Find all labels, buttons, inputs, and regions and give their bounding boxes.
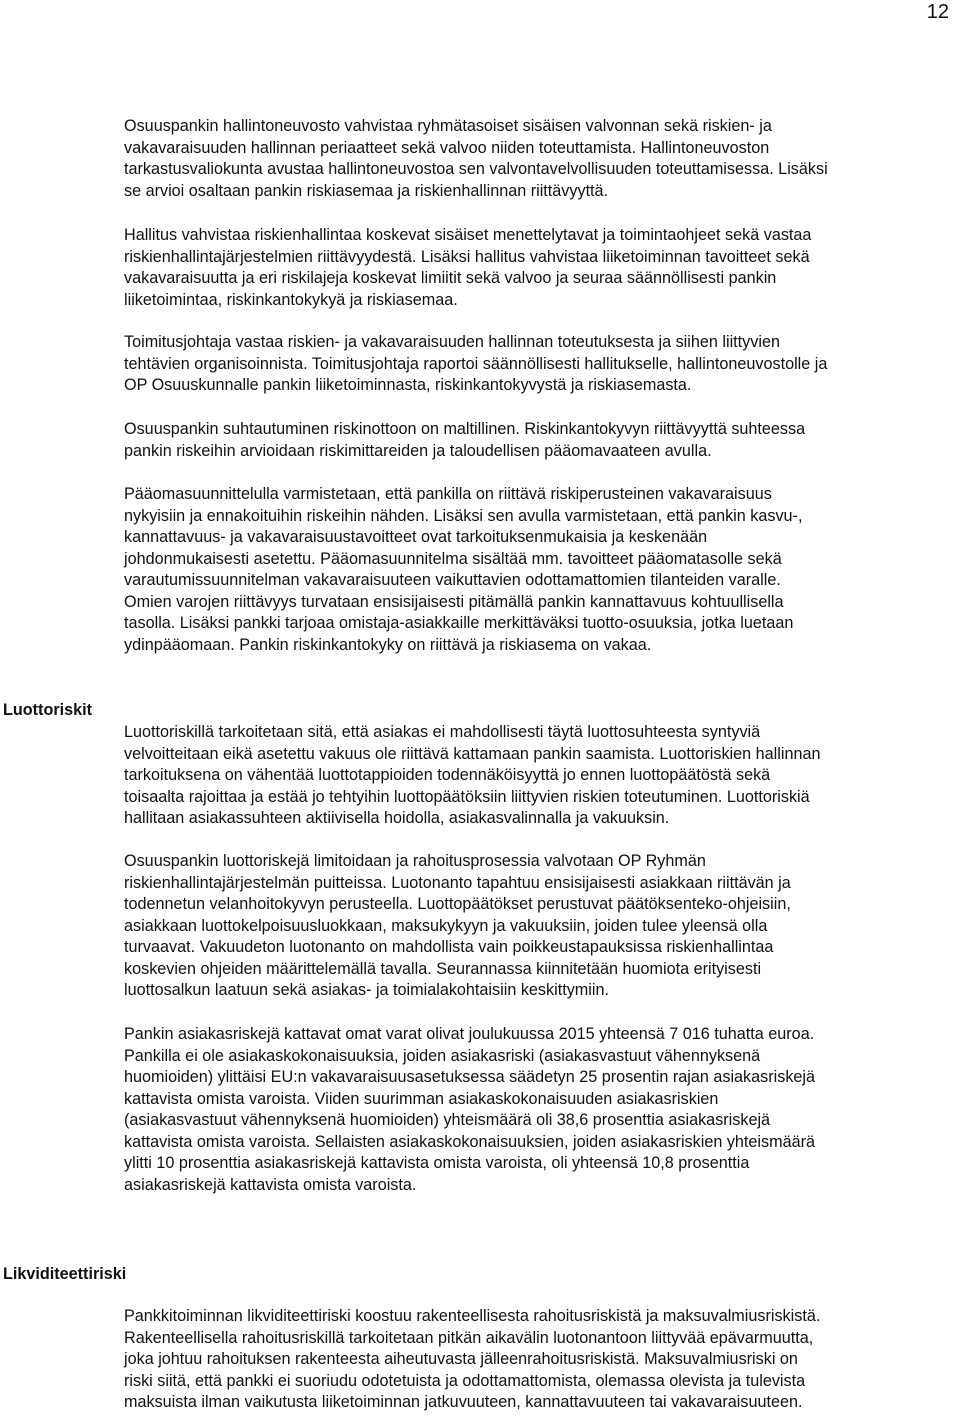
- text-line: riski siitä, että pankki ei suoriudu odotetuista ja odottamattomista, olemassa olevista ja tulevista: [124, 1371, 806, 1390]
- text-line: johdonmukaisesti asetettu. Pääomasuunnitelma sisältää mm. tavoitteet pääomatasolle sekä: [124, 549, 782, 568]
- text-line: riskienhallintajärjestelmien riittävyydestä. Lisäksi hallitus vahvistaa liiketoiminnan tavoitteet sekä: [124, 247, 810, 266]
- text-line: hallitaan asiakassuhteen aktiivisella hoidolla, asiakasvalinnalla ja vakuuksin.: [124, 809, 670, 827]
- page-number: 12: [926, 1, 949, 23]
- text-line: nykyisiin ja ennakoituihin riskeihin nähden. Lisäksi sen avulla varmistetaan, että pankin kasvu-,: [124, 506, 803, 525]
- text-line: riskienhallintajärjestelmän puitteissa. Luotonanto tapahtuu ensisijaisesti asiakkaan riittävän ja: [124, 873, 791, 892]
- text-line: velvoitteitaan eikä asetettu vakuus ole riittävä kattamaan pankin saamista. Luottoriskien hallinnan: [124, 744, 821, 763]
- text-line: todennetun velanhoitokyvyn perusteella. Luottopäätökset perustuvat päätöksenteko-ohjeisiin,: [124, 895, 791, 913]
- text-line: turvaavat. Vakuudeton luotonanto on mahdollista vain poikkeustapauksissa riskienhallintaa: [124, 938, 774, 956]
- text-line: Hallitus vahvistaa riskienhallintaa koskevat sisäiset menettelytavat ja toimintaohjeet sekä vastaa: [124, 226, 812, 244]
- text-line: maksuista ilman vaikutusta liiketoiminnan jatkuvuuteen, kannattavuuteen tai vakavaraisuuteen.: [124, 1393, 803, 1411]
- text-line: Osuuspankin hallintoneuvosto vahvistaa ryhmätasoiset sisäisen valvonnan sekä riskien- ja: [124, 117, 772, 135]
- text-line: vakavaraisuutta ja eri riskilajeja koskevat limiitit sekä valvoo ja seuraa säännöllisesti pankin: [124, 269, 777, 287]
- text-line: Pankilla ei ole asiakaskokonaisuuksia, joiden asiakasriski (asiakasvastuut vähennyksenä: [124, 1046, 761, 1065]
- text-line: Osuuspankin suhtautuminen riskinottoon on maltillinen. Riskinkantokyvyn riittävyyttä suhteessa: [124, 420, 806, 438]
- section-heading-credit-risk: Luottoriskit: [3, 701, 93, 719]
- intro-paragraph-1: [124, 116, 950, 202]
- text-line: koskevien ohjeiden määrittelemällä tavalla. Seurannassa kiinnitetään huomiota erityisesti: [124, 959, 762, 978]
- text-line: Luottoriskillä tarkoitetaan sitä, että asiakas ei mahdollisesti täytä luottosuhteesta syntyviä: [124, 723, 761, 741]
- text-line: Pankin asiakasriskejä kattavat omat varat olivat joulukuussa 2015 yhteensä 7 016 tuhatta euroa.: [124, 1025, 815, 1043]
- text-line: Toimitusjohtaja vastaa riskien- ja vakavaraisuuden hallinnan toteutuksesta ja siihen liittyvien: [124, 333, 780, 351]
- text-line: tehtävien organisoinnista. Toimitusjohtaja raportoi säännöllisesti hallitukselle, hallintoneuvostolle ja: [124, 354, 828, 373]
- liquidity-risk-paragraph-1: [124, 1306, 950, 1414]
- text-line: tasolla. Lisäksi pankki tarjoaa omistaja-asiakkaille merkittäväksi tuotto-osuuksia, jotka luetaan: [124, 614, 794, 632]
- text-line: Pankkitoiminnan likviditeettiriski koostuu rakenteellisesta rahoitusriskistä ja maksuvalmiusriskistä.: [124, 1307, 821, 1325]
- text-line: tarkastusvaliokunta avustaa hallintoneuvostoa sen valvontavelvollisuuden toteuttamisessa. Lisäksi: [124, 160, 828, 178]
- credit-risk-paragraph-3: [124, 1024, 950, 1196]
- section-heading-liquidity-risk: Likviditeettiriski: [3, 1265, 127, 1283]
- intro-paragraph-4: [124, 419, 950, 462]
- text-line: varautumissuunnitelman vakavaraisuuteen vaikuttavien odottamattomien tilanteiden varalle.: [124, 571, 781, 589]
- intro-paragraph-3: [124, 332, 950, 397]
- text-line: ydinpääomaan. Pankin riskinkantokyky on riittävä ja riskiasema on vakaa.: [124, 635, 652, 654]
- text-line: huomioiden) ylittäisi EU:n vakavaraisuusasetuksessa säädetyn 25 prosentin rajan asiakasriskejä: [124, 1068, 816, 1086]
- text-line: (asiakasvastuut vähennyksenä huomioiden) yhteismäärä oli 38,6 prosenttia asiakasriskejä: [124, 1111, 771, 1129]
- intro-paragraph-2: [124, 225, 950, 311]
- intro-paragraph-5: [124, 484, 950, 656]
- text-line: vakavaraisuuden hallinnan periaatteet sekä valvoo niiden toteuttamista. Hallintoneuvoston: [124, 138, 770, 157]
- text-line: Osuuspankin luottoriskejä limitoidaan ja rahoitusprosessia valvotaan OP Ryhmän: [124, 852, 706, 870]
- text-line: liiketoimintaa, riskinkantokykyä ja riskiasemaa.: [124, 290, 458, 309]
- credit-risk-paragraph-1: [124, 722, 950, 830]
- text-line: luottosalkun laatuun sekä asiakas- ja toimialakohtaisiin keskittymiin.: [124, 981, 609, 999]
- text-line: toisaalta rajoittaa ja estää jo tehtyihin luottopäätöksiin liittyvien riskien toteutuminen. Luottoriskiä: [124, 787, 810, 806]
- text-line: pankin riskeihin arvioidaan riskimittareiden ja taloudellisen pääomavaateen avulla.: [124, 441, 712, 460]
- text-line: kannattavuus- ja vakavaraisuustavoitteet ovat tarkoituksenmukaisia ja keskenään: [124, 528, 708, 546]
- credit-risk-paragraph-2: [124, 851, 950, 1002]
- text-line: Omien varojen riittävyys turvataan ensisijaisesti pitämällä pankin kannattavuus kohtuullisella: [124, 592, 784, 611]
- text-line: tarkoituksena on vähentää luottotappioiden todennäköisyyttä jo ennen luottopäätöstä sekä: [124, 766, 771, 784]
- text-line: Rakenteellisella rahoitusriskillä tarkoitetaan pitkän aikavälin luotonantoon liittyvää epävarmuutta,: [124, 1328, 814, 1347]
- text-line: kattavista omista varoista. Sellaisten asiakaskokonaisuuksien, joiden asiakasriskien yhteismäärä: [124, 1132, 816, 1151]
- text-line: OP Osuuskunnalle pankin liiketoiminnasta, riskinkantokyvystä ja riskiasemasta.: [124, 376, 692, 394]
- text-line: joka johtuu rahoituksen rakenteesta aiheutuvasta jälleenrahoitusriskistä. Maksuvalmiusriski on: [124, 1350, 798, 1368]
- text-line: ylitti 10 prosenttia asiakasriskejä kattavista omista varoista, oli yhteensä 10,8 prosenttia: [124, 1154, 750, 1172]
- text-line: kattavista omista varoista. Viiden suurimman asiakaskokonaisuuden asiakasriskien: [124, 1089, 719, 1108]
- text-line: se arvioi osaltaan pankin riskiasemaa ja riskienhallinnan riittävyyttä.: [124, 181, 609, 200]
- text-line: asiakasriskejä kattavista omista varoista.: [124, 1175, 417, 1194]
- text-line: Pääomasuunnittelulla varmistetaan, että pankilla on riittävä riskiperusteinen vakavaraisuus: [124, 485, 772, 503]
- text-line: asiakkaan luottokelpoisuusluokkaan, maksukykyyn ja vakuuksiin, joiden tulee yleensä olla: [124, 916, 768, 935]
